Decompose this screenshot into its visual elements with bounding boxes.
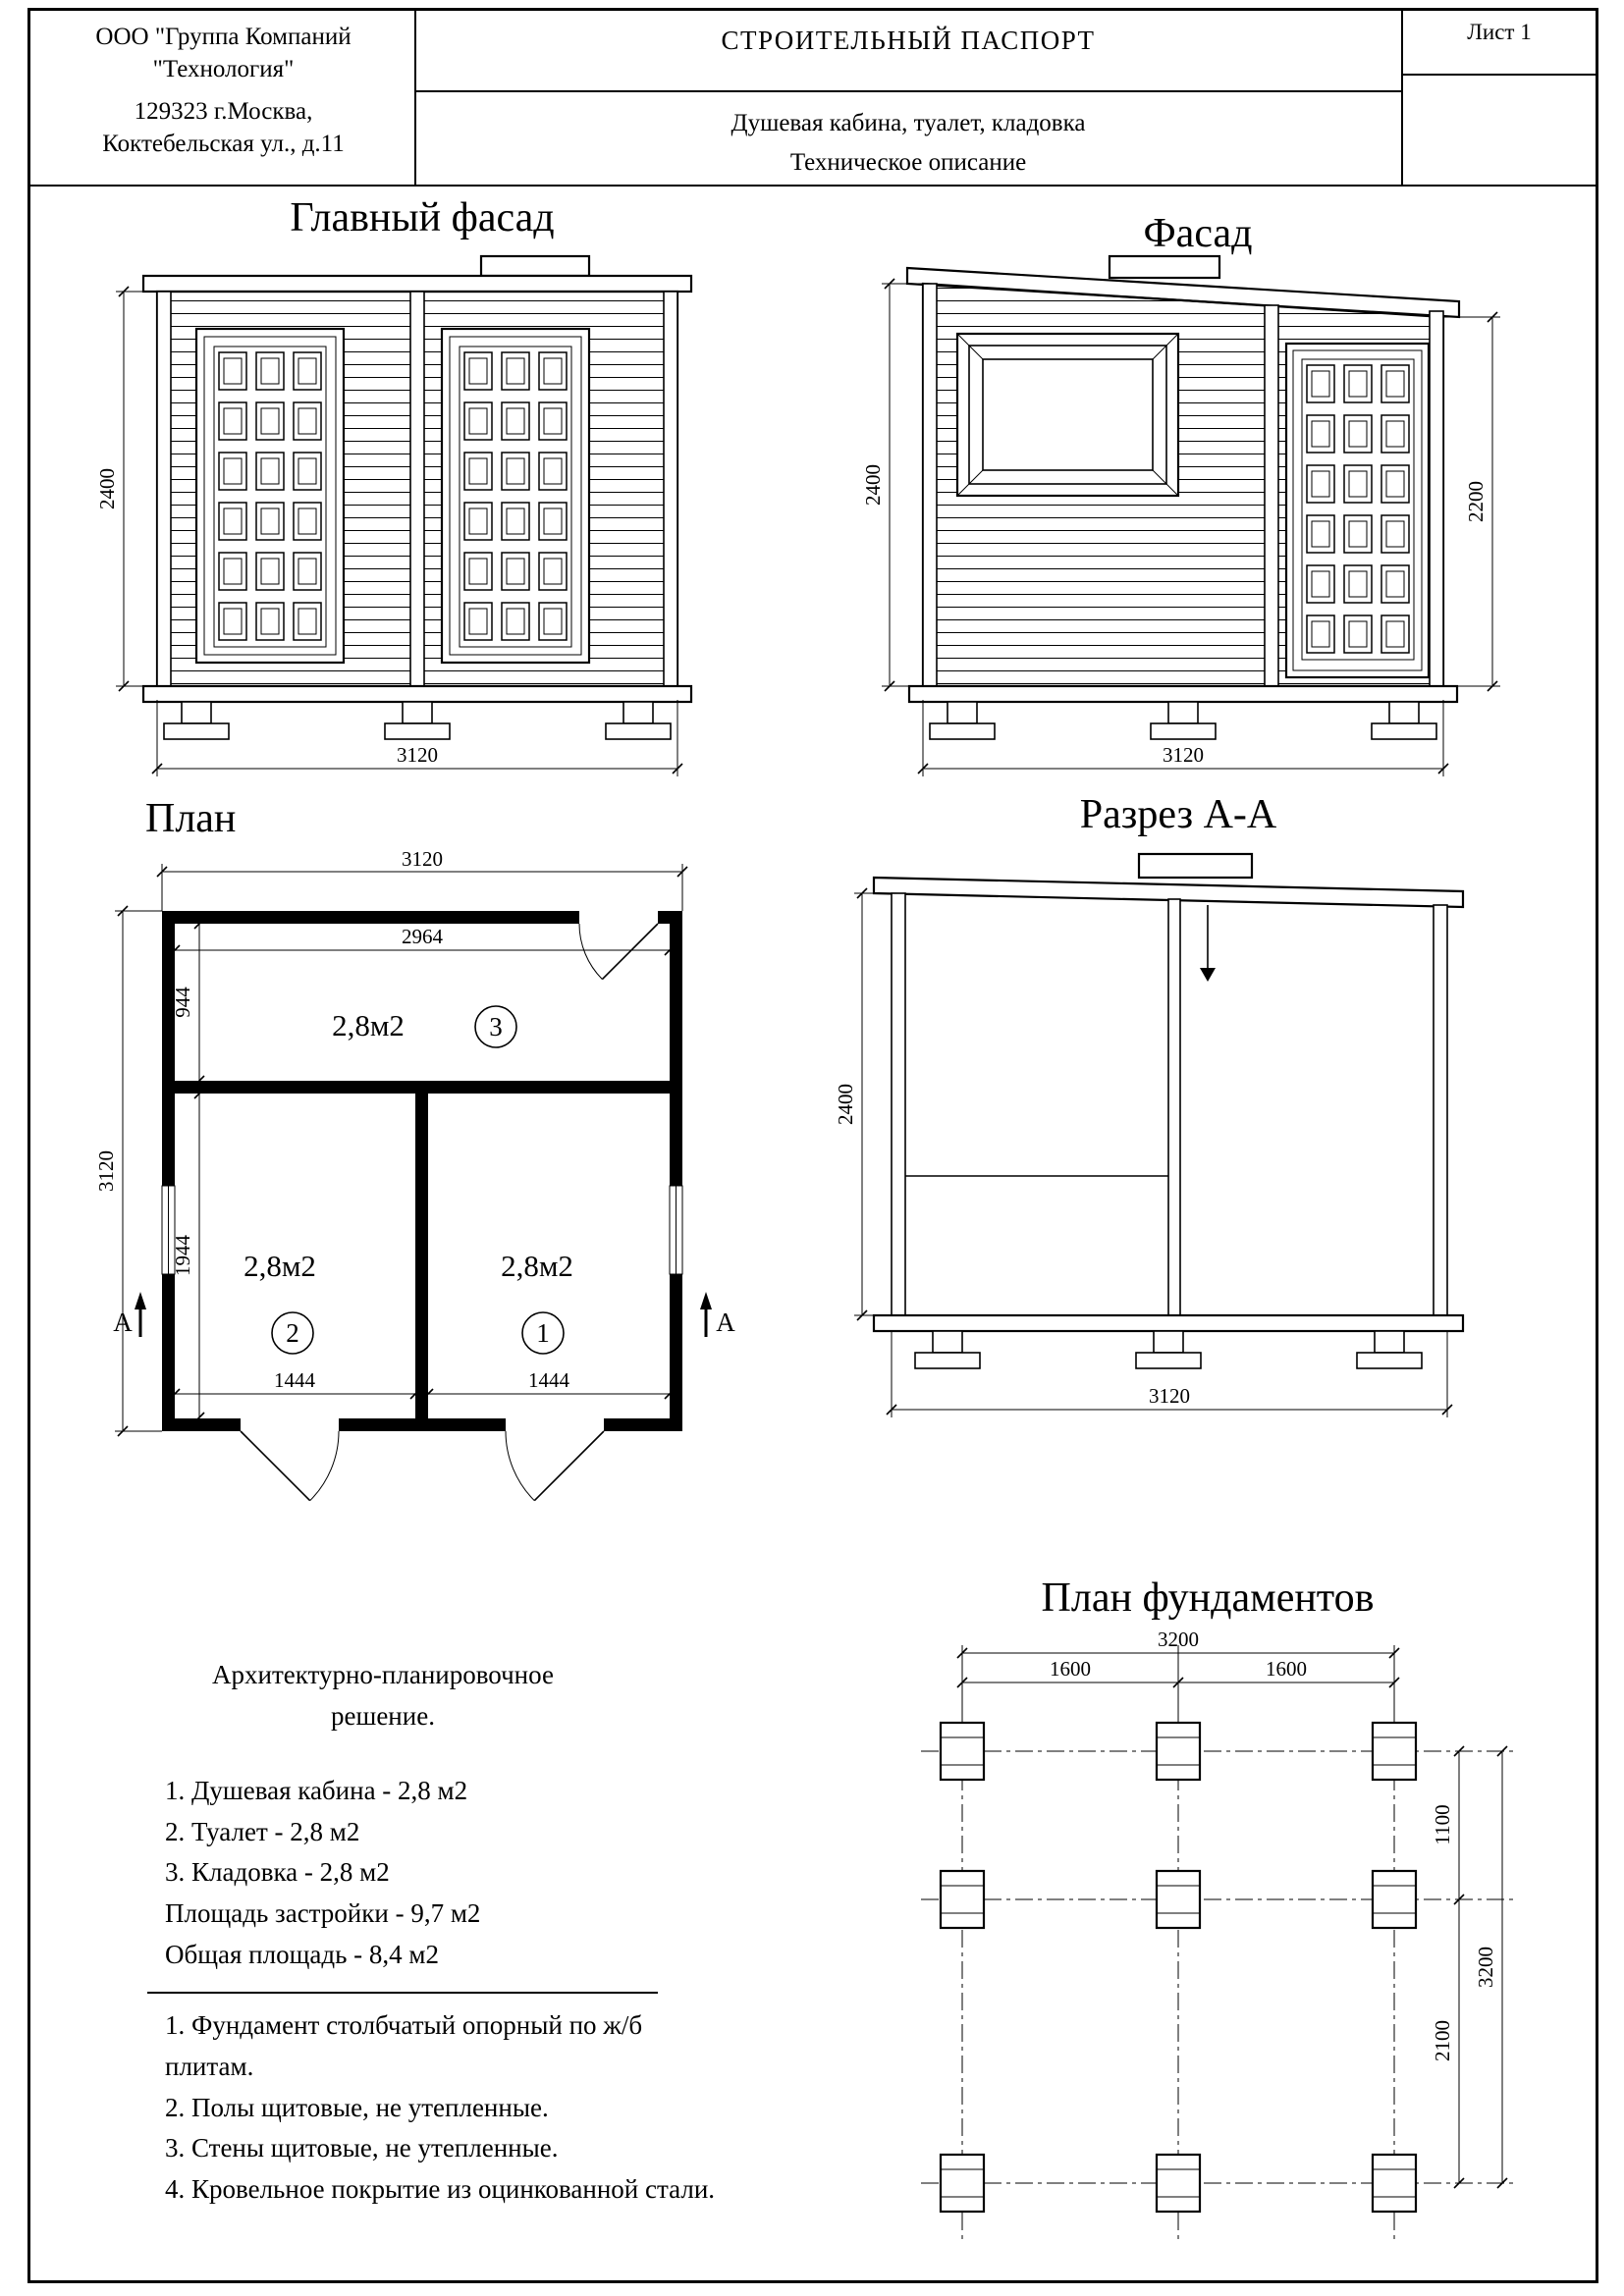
document-description: Техническое описание <box>789 149 1027 176</box>
floor-band <box>909 686 1457 702</box>
room3-number: 3 <box>489 1012 503 1041</box>
corner-trim-left <box>923 284 937 686</box>
plan-width-inner-dim: 2964 <box>402 925 443 948</box>
shower-head <box>1200 905 1216 982</box>
sheet-cell-divider <box>1401 74 1598 76</box>
foundation-posts <box>915 1331 1422 1368</box>
partition <box>1168 899 1180 1315</box>
company-address-line1: 129323 г.Москва, <box>134 98 313 125</box>
foundation-col1-dim: 1600 <box>1050 1657 1091 1681</box>
room12-depth-dim: 1944 <box>171 1235 194 1276</box>
foundation-col2-dim: 1600 <box>1266 1657 1307 1681</box>
room3-depth-dim: 944 <box>171 987 194 1018</box>
foundation-row2-dim: 2100 <box>1431 2020 1454 2061</box>
room2-number: 2 <box>286 1318 299 1348</box>
company-address-line2: Коктебельская ул., д.11 <box>102 130 345 157</box>
header-column-divider-1 <box>414 8 416 187</box>
main-facade-width-dim: 3120 <box>397 743 438 767</box>
wall-right <box>1434 905 1447 1315</box>
section-mark-right: А <box>716 1308 735 1337</box>
side-facade-drawing <box>861 250 1532 800</box>
corner-trim-right <box>1430 311 1443 686</box>
rooms-list-item: Общая площадь - 8,4 м2 <box>165 1940 440 1970</box>
main-facade-title: Главный фасад <box>290 195 555 240</box>
main-facade-height-dim: 2400 <box>95 468 119 509</box>
foundation-height-total-dim: 3200 <box>1474 1947 1497 1988</box>
door-side-trim <box>1265 305 1278 686</box>
rooms-list-item: 2. Туалет - 2,8 м2 <box>165 1816 360 1846</box>
plan-room-labels <box>244 1006 573 1354</box>
notes-block <box>147 1655 736 2211</box>
roof-vent <box>1139 854 1252 878</box>
room2-area-label: 2,8м2 <box>244 1249 316 1283</box>
company-name-line1: ООО "Группа Компаний <box>95 24 352 50</box>
foundation-dimensions <box>957 1628 1507 2188</box>
side-facade-structure <box>907 256 1459 739</box>
header-column-divider-2 <box>1401 8 1403 187</box>
floor-band <box>143 686 691 702</box>
foundation-posts <box>930 702 1436 739</box>
plan-walls <box>162 911 682 1431</box>
construction-note: 3. Стены щитовые, не утепленные. <box>165 2133 559 2163</box>
construction-note: 4. Кровельное покрытие из оцинкованной стали. <box>165 2174 716 2205</box>
plan-width-outer-dim: 3120 <box>402 847 443 871</box>
room2-width-dim: 1444 <box>274 1368 315 1392</box>
side-facade-height-left-dim: 2400 <box>861 464 885 506</box>
floor-band <box>874 1315 1463 1331</box>
foundation-posts <box>164 702 671 739</box>
room1-width-dim: 1444 <box>528 1368 569 1392</box>
roof-band <box>143 276 691 292</box>
plan-title: План <box>145 796 237 841</box>
company-address <box>39 96 407 160</box>
section-width-dim: 3120 <box>1149 1384 1190 1408</box>
header-bottom-line <box>27 185 1598 187</box>
rooms-list-item: Площадь застройки - 9,7 м2 <box>165 1898 481 1929</box>
room1-area-label: 2,8м2 <box>501 1249 573 1283</box>
door-left <box>196 329 344 663</box>
foundation-axes <box>921 1710 1517 2244</box>
construction-note: 2. Полы щитовые, не утепленные. <box>165 2092 549 2122</box>
window <box>957 334 1178 496</box>
document-title: СТРОИТЕЛЬНЫЙ ПАСПОРТ <box>721 26 1096 55</box>
side-facade-width-dim: 3120 <box>1163 743 1204 767</box>
door <box>1286 344 1429 677</box>
main-facade-drawing <box>95 250 746 800</box>
notes-divider <box>147 1992 658 1994</box>
sheet-number: Лист 1 <box>1467 20 1532 44</box>
section-title: Разрез А-А <box>1079 792 1277 837</box>
roof-vent <box>1110 256 1219 278</box>
section-structure <box>874 854 1463 1368</box>
document-subject: Душевая кабина, туалет, кладовка <box>731 110 1086 136</box>
section-drawing <box>834 852 1512 1480</box>
corner-trim-left <box>157 292 171 686</box>
room1-number: 1 <box>536 1318 550 1348</box>
main-facade-structure <box>143 256 691 739</box>
door-right <box>442 329 589 663</box>
rooms-list-item: 1. Душевая кабина - 2,8 м2 <box>165 1775 468 1805</box>
construction-notes-list <box>147 2005 736 2211</box>
foundation-plan-drawing <box>864 1628 1551 2281</box>
section-dimensions <box>834 888 1452 1417</box>
side-facade-title: Фасад <box>1143 211 1253 256</box>
foundation-row1-dim: 1100 <box>1431 1804 1454 1845</box>
floor-plan-drawing <box>83 847 751 1539</box>
room3-area-label: 2,8м2 <box>332 1008 405 1042</box>
roof-vent <box>481 256 589 276</box>
notes-heading <box>147 1655 619 1737</box>
company-name-line2: "Технология" <box>152 55 295 82</box>
header-middle-divider <box>414 90 1403 92</box>
section-height-dim: 2400 <box>834 1084 857 1125</box>
wall-left <box>892 893 905 1315</box>
foundation-title: План фундаментов <box>1041 1575 1375 1621</box>
side-facade-height-right-dim: 2200 <box>1464 481 1488 522</box>
plan-depth-outer-dim: 3120 <box>94 1150 118 1192</box>
rooms-list-item: 3. Кладовка - 2,8 м2 <box>165 1857 390 1888</box>
center-trim <box>410 292 424 686</box>
section-mark-left: А <box>113 1308 133 1337</box>
rooms-list <box>147 1771 736 1976</box>
plan-doors <box>241 924 658 1501</box>
corner-trim-right <box>664 292 677 686</box>
foundation-width-total-dim: 3200 <box>1158 1628 1199 1651</box>
plan-dimensions <box>94 847 687 1436</box>
company-name <box>39 22 407 85</box>
construction-note: 1. Фундамент столбчатый опорный по ж/б плитам. <box>165 2009 643 2081</box>
notes-heading-line2: решение. <box>331 1700 435 1731</box>
notes-heading-line1: Архитектурно-планировочное <box>212 1660 554 1689</box>
